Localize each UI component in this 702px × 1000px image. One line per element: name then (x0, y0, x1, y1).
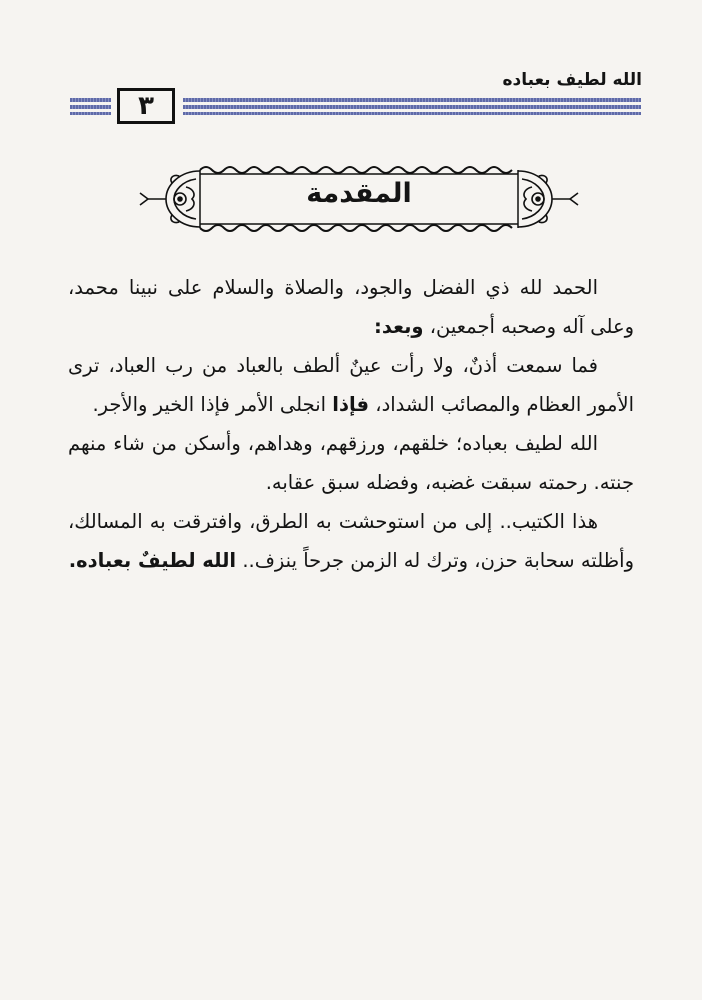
paragraph-1-bold: وبعد: (374, 315, 424, 338)
section-title: المقدمة (306, 178, 412, 209)
header-rule-right (183, 98, 641, 116)
paragraph-2-text: فما سمعت أذنٌ، ولا رأت عينٌ ألطف بالعباد من رب العباد، ترى الأمور العظام والمصائب الشداد، (68, 354, 634, 416)
paragraph-2-bold: فإذا (332, 393, 370, 416)
paragraph-2 (68, 346, 634, 424)
running-header-title: الله لطيف بعباده (502, 70, 642, 90)
header-rule-left (70, 98, 111, 116)
paragraph-4-bold: الله لطيفٌ بعباده. (68, 549, 237, 572)
section-title-frame (138, 158, 580, 240)
body-text (68, 268, 634, 580)
paragraph-1 (68, 268, 634, 346)
paragraph-2-text-after: انجلى الأمر فإذا الخير والأجر. (92, 393, 327, 416)
paragraph-4 (68, 502, 634, 580)
paragraph-3-text: الله لطيف بعباده؛ خلقهم، ورزقهم، وهداهم، وأسكن من شاء منهم جنته. رحمته سبقت غضبه، وفضله سبق عقابه. (68, 432, 634, 494)
paragraph-1-text: الحمد لله ذي الفضل والجود، والصلاة والسلام على نبينا محمد، وعلى آله وصحبه أجمعين، (68, 276, 634, 338)
paragraph-4-text: هذا الكتيب.. إلى من استوحشت به الطرق، وافترقت به المسالك، وأظلته سحابة حزن، وترك له الزمن جرحاً ينزف.. (68, 510, 634, 572)
paragraph-3 (68, 424, 634, 502)
page-number: ٣ (117, 88, 175, 124)
